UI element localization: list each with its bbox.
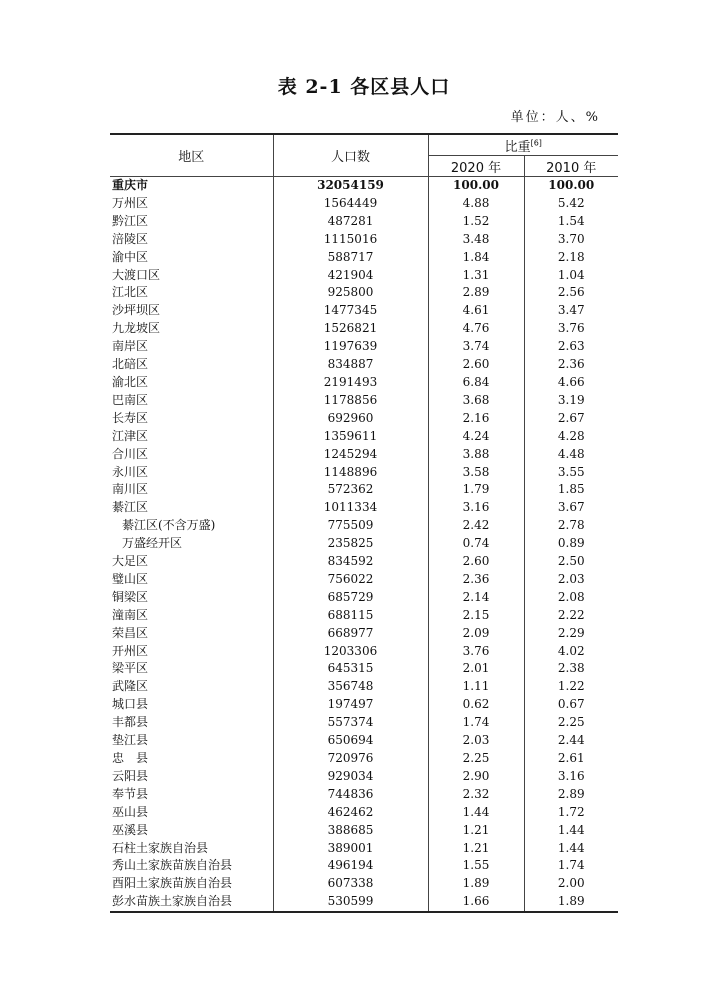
region-name-cell: 渝北区: [110, 374, 273, 392]
population-cell: 356748: [273, 678, 428, 696]
region-name-cell: 合川区: [110, 446, 273, 464]
table-row: [110, 249, 618, 267]
ratio-2020-cell: 0.62: [428, 696, 524, 714]
ratio-2020-cell: 3.76: [428, 643, 524, 661]
ratio-2020-cell: 2.89: [428, 284, 524, 302]
table-row: [110, 678, 618, 696]
ratio-2020-cell: 4.76: [428, 320, 524, 338]
region-name-cell: 九龙坡区: [110, 320, 273, 338]
ratio-2010-cell: 2.08: [557, 589, 585, 604]
region-name-cell: 涪陵区: [110, 231, 273, 249]
population-cell: 1526821: [273, 320, 428, 338]
population-cell: 685729: [273, 589, 428, 607]
ratio-2020-cell: 1.31: [428, 267, 524, 285]
region-name-cell: 江北区: [110, 284, 273, 302]
table-row: [110, 338, 618, 356]
population-cell: 2191493: [273, 374, 428, 392]
ratio-2020-cell: 1.89: [428, 875, 524, 893]
table-row: [110, 374, 618, 392]
region-name-cell: 彭水苗族土家族自治县: [110, 893, 273, 912]
ratio-2020-cell: 2.25: [428, 750, 524, 768]
header-year-2020: 2020 年: [428, 156, 524, 177]
ratio-2020-cell: 2.90: [428, 768, 524, 786]
region-name-cell: 黔江区: [110, 213, 273, 231]
ratio-2020-cell: 4.24: [428, 428, 524, 446]
ratio-2020-cell: 0.74: [428, 535, 524, 553]
region-name-cell: 武隆区: [110, 678, 273, 696]
header-ratio: [428, 134, 618, 156]
population-cell: 756022: [273, 571, 428, 589]
ratio-2010-cell: 1.44: [557, 822, 585, 837]
ratio-2020-cell: 3.74: [428, 338, 524, 356]
region-name-cell: 巫山县: [110, 804, 273, 822]
table-row: [110, 481, 618, 499]
unit-label: 单位：人、%: [510, 110, 600, 125]
region-name-cell: 万盛经开区: [110, 535, 273, 553]
region-name-cell: 北碚区: [110, 356, 273, 374]
ratio-2020-cell: 1.66: [428, 893, 524, 912]
ratio-2020-cell: 2.03: [428, 732, 524, 750]
region-name-cell: 开州区: [110, 643, 273, 661]
ratio-2020-cell: 2.14: [428, 589, 524, 607]
ratio-2010-cell: 4.66: [557, 374, 585, 389]
population-cell: 588717: [273, 249, 428, 267]
ratio-2020-cell: 2.32: [428, 786, 524, 804]
ratio-2020-cell: 2.36: [428, 571, 524, 589]
population-cell: 32054159: [273, 177, 428, 195]
ratio-2010-cell: 2.67: [557, 410, 585, 425]
ratio-2020-cell: 1.21: [428, 822, 524, 840]
region-name-cell: 荣昌区: [110, 625, 273, 643]
ratio-2010-cell: 2.50: [557, 554, 585, 569]
ratio-2020-cell: 1.84: [428, 249, 524, 267]
ratio-2010-cell: 0.89: [557, 536, 585, 551]
table-row: [110, 517, 618, 535]
ratio-2020-cell: 3.68: [428, 392, 524, 410]
region-name-cell: 南岸区: [110, 338, 273, 356]
table-row: [110, 660, 618, 678]
ratio-2010-cell: 5.42: [557, 195, 585, 210]
ratio-2010-cell: 1.04: [557, 267, 585, 282]
region-name-cell: 丰都县: [110, 714, 273, 732]
table-row: [110, 768, 618, 786]
region-name-cell: 重庆市: [110, 177, 273, 195]
population-cell: 834592: [273, 553, 428, 571]
table-row: [110, 804, 618, 822]
ratio-2020-cell: 1.21: [428, 840, 524, 858]
population-cell: 235825: [273, 535, 428, 553]
ratio-2010-cell: 1.89: [524, 893, 618, 912]
ratio-2020-cell: 100.00: [428, 177, 524, 195]
table-row: [110, 410, 618, 428]
ratio-2010-cell: 1.22: [557, 679, 585, 694]
table-row: [110, 589, 618, 607]
region-name-cell: 垫江县: [110, 732, 273, 750]
population-cell: 487281: [273, 213, 428, 231]
ratio-2010-cell: 2.89: [557, 786, 585, 801]
population-cell: 929034: [273, 768, 428, 786]
population-cell: 607338: [273, 875, 428, 893]
ratio-2010-cell: 100.00: [548, 178, 595, 192]
region-name-cell: 潼南区: [110, 607, 273, 625]
population-cell: 1564449: [273, 195, 428, 213]
region-name-cell: 奉节县: [110, 786, 273, 804]
table-row: [110, 446, 618, 464]
region-name-cell: 巫溪县: [110, 822, 273, 840]
population-cell: 421904: [273, 267, 428, 285]
population-cell: 645315: [273, 660, 428, 678]
population-cell: 1115016: [273, 231, 428, 249]
table-row: [110, 732, 618, 750]
ratio-2010-cell: 1.72: [557, 804, 585, 819]
table-row: [110, 231, 618, 249]
table-row: [110, 195, 618, 213]
region-name-cell: 梁平区: [110, 660, 273, 678]
ratio-2010-cell: 2.03: [557, 571, 585, 586]
ratio-2010-cell: 1.44: [557, 840, 585, 855]
population-cell: 462462: [273, 804, 428, 822]
ratio-2010-cell: 3.16: [557, 768, 585, 783]
ratio-2020-cell: 2.09: [428, 625, 524, 643]
ratio-2020-cell: 3.16: [428, 499, 524, 517]
ratio-2010-cell: 3.19: [557, 392, 585, 407]
population-cell: 1203306: [273, 643, 428, 661]
population-cell: 197497: [273, 696, 428, 714]
population-cell: 692960: [273, 410, 428, 428]
table-row: [110, 625, 618, 643]
ratio-2010-cell: 4.28: [557, 428, 585, 443]
population-cell: 668977: [273, 625, 428, 643]
ratio-2020-cell: 6.84: [428, 374, 524, 392]
header-ratio-label: 比重: [504, 139, 531, 155]
table-title: 表 2-1 各区县人口: [277, 76, 451, 98]
ratio-2010-cell: 1.85: [557, 482, 585, 497]
ratio-2010-cell: 2.36: [557, 357, 585, 372]
ratio-2020-cell: 3.58: [428, 464, 524, 482]
population-cell: 1148896: [273, 464, 428, 482]
table-row: [110, 607, 618, 625]
table-row: [110, 428, 618, 446]
table-row: [110, 643, 618, 661]
ratio-2020-cell: 1.44: [428, 804, 524, 822]
ratio-2010-cell: 4.02: [557, 643, 585, 658]
population-cell: 1011334: [273, 499, 428, 517]
region-name-cell: 沙坪坝区: [110, 302, 273, 320]
ratio-2020-cell: 1.79: [428, 481, 524, 499]
region-name-cell: 万州区: [110, 195, 273, 213]
ratio-2020-cell: 2.60: [428, 553, 524, 571]
header-region: 地区: [110, 134, 273, 177]
ratio-2010-cell: 2.44: [557, 733, 585, 748]
region-name-cell: 大足区: [110, 553, 273, 571]
ratio-2020-cell: 1.74: [428, 714, 524, 732]
population-cell: 388685: [273, 822, 428, 840]
ratio-2010-cell: 1.54: [557, 213, 585, 228]
region-name-cell: 秀山土家族苗族自治县: [110, 857, 273, 875]
ratio-2010-cell: 3.47: [557, 303, 585, 318]
region-name-cell: 忠 县: [110, 750, 273, 768]
ratio-2010-cell: 2.00: [557, 876, 585, 891]
population-cell: 1245294: [273, 446, 428, 464]
table-row: [110, 213, 618, 231]
ratio-2020-cell: 2.60: [428, 356, 524, 374]
population-cell: 557374: [273, 714, 428, 732]
table-row: [110, 714, 618, 732]
ratio-2010-cell: 2.56: [557, 285, 585, 300]
ratio-2010-cell: 2.78: [557, 518, 585, 533]
ratio-2010-cell: 0.67: [557, 697, 585, 712]
table-row: [110, 392, 618, 410]
population-cell: 720976: [273, 750, 428, 768]
ratio-2020-cell: 1.11: [428, 678, 524, 696]
region-name-cell: 璧山区: [110, 571, 273, 589]
population-cell: 1197639: [273, 338, 428, 356]
population-cell: 530599: [273, 893, 428, 912]
table-row: [110, 267, 618, 285]
table-row: [110, 320, 618, 338]
table-row: [110, 750, 618, 768]
header-year-2010: 2010 年: [546, 160, 597, 176]
table-row: [110, 499, 618, 517]
region-name-cell: 石柱土家族自治县: [110, 840, 273, 858]
population-cell: 834887: [273, 356, 428, 374]
region-name-cell: 南川区: [110, 481, 273, 499]
ratio-2010-cell: 2.63: [557, 339, 585, 354]
population-cell: 389001: [273, 840, 428, 858]
region-name-cell: 永川区: [110, 464, 273, 482]
population-cell: 1178856: [273, 392, 428, 410]
footnote-marker: [6]: [530, 138, 542, 148]
region-name-cell: 綦江区: [110, 499, 273, 517]
population-cell: 650694: [273, 732, 428, 750]
ratio-2020-cell: 2.15: [428, 607, 524, 625]
ratio-2020-cell: 2.01: [428, 660, 524, 678]
population-cell: 496194: [273, 857, 428, 875]
table-row: [110, 464, 618, 482]
region-name-cell: 巴南区: [110, 392, 273, 410]
ratio-2010-cell: 3.55: [557, 464, 585, 479]
region-name-cell: 大渡口区: [110, 267, 273, 285]
population-cell: 688115: [273, 607, 428, 625]
ratio-2010-cell: 2.22: [557, 607, 585, 622]
region-name-cell: 綦江区(不含万盛): [110, 517, 273, 535]
table-row: [110, 875, 618, 893]
ratio-2020-cell: 3.88: [428, 446, 524, 464]
table-row: [110, 535, 618, 553]
ratio-2020-cell: 4.88: [428, 195, 524, 213]
region-name-cell: 江津区: [110, 428, 273, 446]
region-name-cell: 铜梁区: [110, 589, 273, 607]
ratio-2020-cell: 2.42: [428, 517, 524, 535]
table-row: [110, 302, 618, 320]
table-row: [110, 786, 618, 804]
ratio-2020-cell: 4.61: [428, 302, 524, 320]
ratio-2010-cell: 2.29: [557, 625, 585, 640]
ratio-2010-cell: 3.76: [557, 321, 585, 336]
table-row: [110, 893, 618, 912]
ratio-2010-cell: 4.48: [557, 446, 585, 461]
region-name-cell: 城口县: [110, 696, 273, 714]
region-name-cell: 渝中区: [110, 249, 273, 267]
table-row: [110, 284, 618, 302]
ratio-2020-cell: 2.16: [428, 410, 524, 428]
ratio-2020-cell: 1.52: [428, 213, 524, 231]
region-name-cell: 云阳县: [110, 768, 273, 786]
table-row: [110, 840, 618, 858]
ratio-2010-cell: 2.38: [557, 661, 585, 676]
table-body: [110, 177, 618, 913]
table-row: [110, 356, 618, 374]
ratio-2010-cell: 1.74: [557, 858, 585, 873]
ratio-2010-cell: 2.61: [557, 751, 585, 765]
table-row: [110, 696, 618, 714]
region-name-cell: 酉阳土家族苗族自治县: [110, 875, 273, 893]
ratio-2020-cell: 3.48: [428, 231, 524, 249]
population-cell: 925800: [273, 284, 428, 302]
ratio-2010-cell: 3.67: [557, 500, 585, 515]
ratio-2010-cell: 3.70: [557, 231, 585, 246]
ratio-2020-cell: 1.55: [428, 857, 524, 875]
table-row: [110, 857, 618, 875]
population-cell: 1359611: [273, 428, 428, 446]
table-row: [110, 553, 618, 571]
header-population: 人口数: [273, 134, 428, 177]
region-name-cell: 长寿区: [110, 410, 273, 428]
population-cell: 744836: [273, 786, 428, 804]
population-cell: 1477345: [273, 302, 428, 320]
population-table: [110, 133, 618, 913]
table-row: [110, 822, 618, 840]
table-row: [110, 177, 618, 195]
population-cell: 572362: [273, 481, 428, 499]
ratio-2010-cell: 2.25: [557, 715, 585, 730]
ratio-2010-cell: 2.18: [557, 249, 585, 264]
table-row: [110, 571, 618, 589]
population-cell: 775509: [273, 517, 428, 535]
